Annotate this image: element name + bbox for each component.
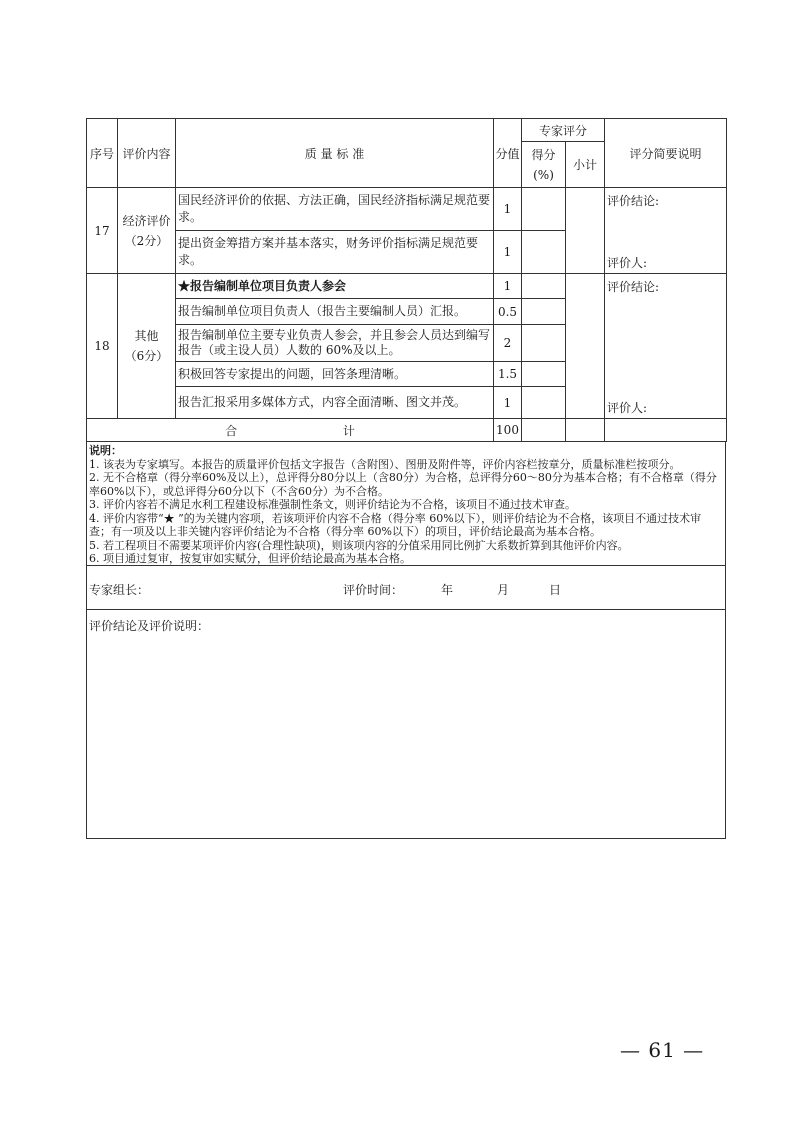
note-item: 1. 该表为专家填写。本报告的质量评价包括文字报告（含附图）、图册及附件等，评价内容栏按章分，质量标准栏按项分。 xyxy=(89,457,681,471)
section-18-name-line2: （6分） xyxy=(124,349,169,363)
evaluation-form xyxy=(86,118,726,839)
section-18-name xyxy=(118,274,176,419)
quality-evaluation-table xyxy=(86,118,727,442)
points-18-3: 2 xyxy=(494,325,522,362)
score-cell-18-1[interactable] xyxy=(522,274,566,299)
points-18-5: 1 xyxy=(494,387,522,419)
month-label: 月 xyxy=(497,583,510,597)
year-label: 年 xyxy=(441,583,454,597)
section-18-name-line1: 其他 xyxy=(134,329,159,343)
note-item: 4. 评价内容带“★ ”的为关键内容项，若该项评价内容不合格（得分率 60%以下），则评价结论为不合格，该项目不通过技术审查；有一项及以上非关键内容评价结论为不合格（得分率 60%以下）的项目，评价结论最高为基本合格。 xyxy=(89,511,702,538)
notes-section xyxy=(86,442,726,566)
criterion-18-5: 报告汇报采用多媒体方式，内容全面清晰、图文并茂。 xyxy=(176,387,494,419)
header-content: 评价内容 xyxy=(118,119,176,188)
criterion-18-3: 报告编制单位主要专业负责人参会，并且参会人员达到编写报告（或主设人员）人数的 60%及以上。 xyxy=(176,325,494,362)
score-cell-18-4[interactable] xyxy=(522,362,566,387)
evaluator-label-18: 评价人: xyxy=(607,401,648,415)
points-18-2: 0.5 xyxy=(494,299,522,325)
total-points: 100 xyxy=(494,419,522,442)
points-18-4: 1.5 xyxy=(494,362,522,387)
total-label-b: 计 xyxy=(342,423,355,438)
section-17-name-line2: （2分） xyxy=(124,233,169,248)
score-cell-18-2[interactable] xyxy=(522,299,566,325)
score-cell-18-3[interactable] xyxy=(522,325,566,362)
criterion-18-2: 报告编制单位项目负责人（报告主要编制人员）汇报。 xyxy=(176,299,494,325)
header-score xyxy=(522,142,566,188)
note-item: 2. 无不合格章（得分率60%及以上），总评得分80分以上（含80分）为合格，总评得分60～80分为基本合格；有不合格章（得分率60%以下），或总评得分60分以下（不含60分）为不合格。 xyxy=(89,471,717,498)
total-subtotal-cell[interactable] xyxy=(566,419,605,442)
page-number: — 61 — xyxy=(620,1038,705,1062)
section-17-row-1 xyxy=(87,188,727,231)
criterion-18-1-key: ★报告编制单位项目负责人参会 xyxy=(176,274,494,299)
note-item: 6. 项目通过复审，按复审如实赋分，但评价结论最高为基本合格。 xyxy=(89,552,411,565)
score-cell-18-5[interactable] xyxy=(522,387,566,419)
evaluation-time-label: 评价时间： xyxy=(343,583,404,597)
criterion-17-1: 国民经济评价的依据、方法正确，国民经济指标满足规范要求。 xyxy=(176,188,494,231)
total-score-cell[interactable] xyxy=(522,419,566,442)
remark-cell-17[interactable] xyxy=(605,188,727,274)
section-18-no: 18 xyxy=(87,274,118,419)
criterion-17-2: 提出资金筹措方案并基本落实，财务评价指标满足规范要求。 xyxy=(176,231,494,274)
expert-leader-label: 专家组长： xyxy=(89,583,150,597)
criterion-18-4: 积极回答专家提出的问题，回答条理清晰。 xyxy=(176,362,494,387)
section-17-no: 17 xyxy=(87,188,118,274)
header-score-line1: 得分 xyxy=(531,147,556,162)
section-18-row-1 xyxy=(87,274,727,299)
total-label-a: 合 xyxy=(225,423,238,438)
total-row xyxy=(87,419,727,442)
header-subtotal: 小计 xyxy=(566,142,605,188)
header-standard: 质 量 标 准 xyxy=(176,119,494,188)
notes-heading: 说明： xyxy=(89,444,122,457)
total-remark-cell[interactable] xyxy=(605,419,727,442)
subtotal-cell-17[interactable] xyxy=(566,188,605,274)
header-score-line2: (%) xyxy=(533,167,554,182)
header-remark: 评分简要说明 xyxy=(605,119,727,188)
conclusion-box[interactable] xyxy=(86,610,726,839)
section-17-name-line1: 经济评价 xyxy=(122,213,171,228)
points-17-1: 1 xyxy=(494,188,522,231)
total-label xyxy=(87,419,494,442)
note-item: 3. 评价内容若不满足水利工程建设标准强制性条文，则评价结论为不合格，该项目不通过技术审查。 xyxy=(89,498,576,511)
conclusion-label-17: 评价结论: xyxy=(607,194,660,208)
score-cell-17-1[interactable] xyxy=(522,188,566,231)
header-seq: 序号 xyxy=(87,119,118,188)
conclusion-label: 评价结论及评价说明： xyxy=(89,619,210,633)
header-points: 分值 xyxy=(494,119,522,188)
day-label: 日 xyxy=(549,583,562,597)
evaluator-label-17: 评价人: xyxy=(607,256,648,270)
conclusion-label-18: 评价结论: xyxy=(607,280,660,294)
section-17-name xyxy=(118,188,176,274)
signoff-row xyxy=(86,566,726,610)
remark-cell-18[interactable] xyxy=(605,274,727,419)
points-18-1: 1 xyxy=(494,274,522,299)
header-expert-score: 专家评分 xyxy=(522,119,605,142)
header-row-1 xyxy=(87,119,727,142)
points-17-2: 1 xyxy=(494,231,522,274)
score-cell-17-2[interactable] xyxy=(522,231,566,274)
subtotal-cell-18[interactable] xyxy=(566,274,605,419)
note-item: 5. 若工程项目不需要某项评价内容(合理性缺项)，则该项内容的分值采用同比例扩大系数折算到其他评价内容。 xyxy=(89,538,629,552)
